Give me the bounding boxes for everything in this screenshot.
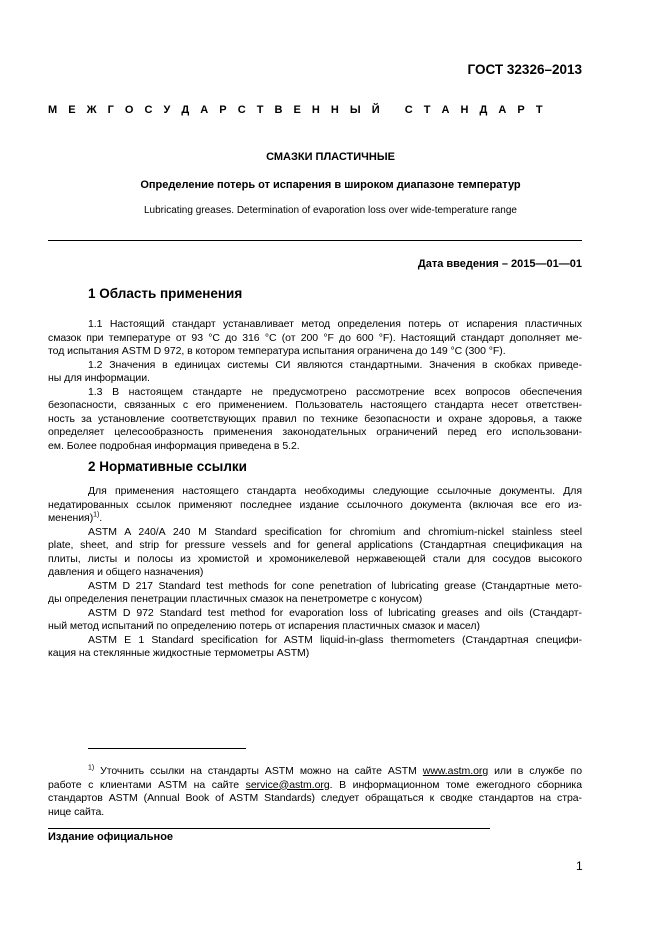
english-title: Lubricating greases. Determination of evaporation loss over wide-temperature range [144, 205, 517, 216]
text-line: ды определения пенетрации пластичных смазок на пенетрометре с конусом) [48, 593, 423, 605]
text-line: plate, sheet, and strip for pressure vessels and for general applications (Стандартная спецификация на [48, 539, 582, 551]
section-2-heading: 2 Нормативные ссылки [88, 459, 247, 474]
effective-date: Дата введения – 2015—01—01 [417, 258, 582, 270]
text-line: Для применения настоящего стандарта необходимы следующие ссылочные документы. Для [88, 485, 582, 497]
official-edition-label: Издание официальное [48, 831, 174, 843]
document-number: ГОСТ 32326–2013 [467, 62, 582, 77]
text-line: нице сайта. [48, 805, 105, 818]
document-title: СМАЗКИ ПЛАСТИЧНЫЕ [266, 151, 395, 163]
title-divider [48, 240, 582, 241]
text-line: ASTM D 972 Standard test method for evaporation loss of lubricating greases and oils (Стандарт- [88, 606, 582, 619]
astm-service-link[interactable]: service@astm.org [245, 778, 330, 791]
text-line: недатированных ссылок применяют последнее издание ссылочного документа (включая все его из- [48, 498, 582, 511]
text-line: 1.3 В настоящем стандарте не предусмотрено рассмотрение всех вопросов обеспечения [88, 385, 582, 398]
footer-divider [48, 828, 490, 829]
text-line: ем. Более подробная информация приведена в 5.2. [48, 439, 300, 452]
text-line: тод испытания ASTM D 972, в котором температура испытания ограничена до 149 °C (300 °F). [48, 345, 506, 357]
text-line: давления и общего назначения) [48, 566, 204, 578]
text-line: ный метод испытаний по определению потерь от испарения пластичных смазок и масел) [48, 620, 480, 632]
text-line: ASTM E 1 Standard specification for ASTM liquid-in-glass thermometers (Стандартная специфи- [88, 633, 582, 646]
document-subtitle: Определение потерь от испарения в широком диапазоне температур [140, 179, 521, 191]
text-line: смазок при температуре от 93 °C до 316 °C (от 200 °F до 600 °F). Настоящий стандарт дополняет ме- [48, 331, 582, 344]
footnote [48, 765, 582, 819]
text-line: кация на стеклянные жидкостные термометры ASTM) [48, 647, 310, 659]
footnote-reference[interactable]: 1) [93, 511, 100, 519]
text-line: ASTM A 240/A 240 M Standard specification for chromium and chromium-nickel stainless steel [88, 525, 582, 538]
text-line: $^{1)}$ Уточнить ссылки на стандарты ASTM можно на сайте ASTM www.astm.org или в службе по [88, 764, 582, 777]
text-line: 1.1 Настоящий стандарт устанавливает метод определения потерь от испарения пластичных [88, 318, 582, 330]
text-line: работе с клиентами ASTM на сайте service@astm.org. В информационном томе ежегодного сборника [48, 778, 582, 791]
astm-website-link[interactable]: www.astm.org [422, 765, 489, 777]
footnote-divider [88, 748, 246, 749]
text-line: безопасности, связанных с его применением. Пользователь настоящего стандарта несет ответствен- [48, 399, 582, 411]
text-line: ность за установление соответствующих правил по технике безопасности и охране здоровья, а также [48, 412, 582, 425]
text-line: менения)$^{1)}$. [48, 511, 103, 524]
section-1-heading: 1 Область применения [88, 286, 243, 301]
text-line: 1.2 Значения в единицах системы СИ являются стандартными. Значения в скобках приведе- [88, 358, 582, 371]
text-line: ASTM D 217 Standard test methods for cone penetration of lubricating grease (Стандартные мето- [88, 579, 582, 592]
text-line: стандартов ASTM (Annual Book of ASTM Standards) следует обращаться к сводке стандартов на стра- [48, 792, 582, 804]
text-line: ны для информации. [48, 372, 150, 384]
section-1-body [48, 318, 582, 453]
text-line: определяет целесообразность применения законодательных ограничений перед его использовани- [48, 426, 582, 438]
standard-category: М Е Ж Г О С У Д А Р С Т В Е Н Н Ы Й С Т А Н Д А Р Т [48, 104, 547, 116]
page-number: 1 [576, 859, 583, 873]
text-line: плиты, листы и полосы из хромистой и хромоникелевой нержавеющей стали для сосудов высокого [48, 552, 582, 565]
section-2-body [48, 485, 582, 661]
